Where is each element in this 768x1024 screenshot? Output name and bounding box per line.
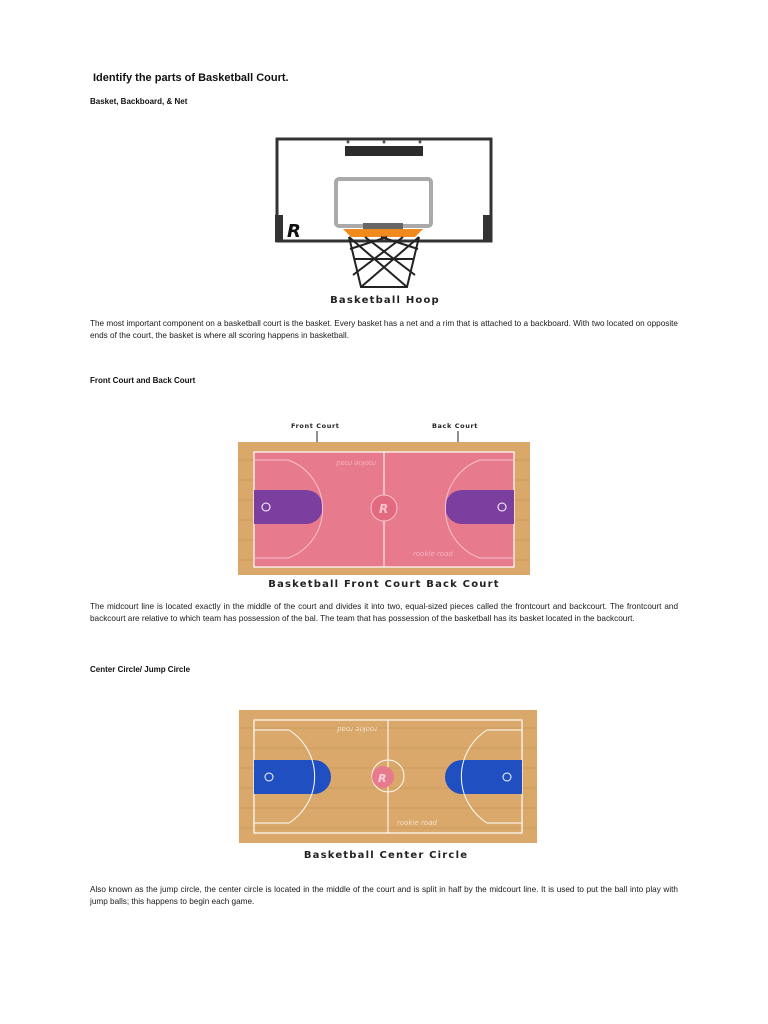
paragraph-center: Also known as the jump circle, the center circle is located in the middle of the court and is split in half by the midcourt line. It is used to put the ball into play with jump balls; this happens to begin each game.	[90, 885, 678, 906]
basketball-hoop-image	[275, 137, 495, 292]
watermark-text: rookie road	[397, 819, 437, 827]
center-circle-court-image	[239, 710, 537, 843]
page-title: Identify the parts of Basketball Court.	[93, 72, 289, 84]
caption-center: Basketball Center Circle	[303, 850, 469, 861]
section-heading-court: Front Court and Back Court	[90, 376, 196, 385]
svg-text:R: R	[379, 502, 389, 516]
caption-hoop: Basketball Hoop	[330, 295, 440, 306]
section-heading-hoop: Basket, Backboard, & Net	[90, 97, 188, 106]
label-front-court: Front Court	[291, 422, 340, 430]
watermark-text-flipped: rookie road	[336, 459, 376, 467]
watermark-text-flipped: rookie road	[337, 725, 377, 733]
watermark-text: rookie road	[413, 550, 453, 558]
svg-text:R: R	[378, 772, 387, 785]
label-back-court: Back Court	[432, 422, 478, 430]
section-heading-center: Center Circle/ Jump Circle	[90, 665, 191, 674]
front-back-court-image	[238, 430, 530, 575]
rookie-logo-icon: R	[287, 221, 301, 242]
caption-court: Basketball Front Court Back Court	[268, 579, 500, 590]
paragraph-court: The midcourt line is located exactly in the middle of the court and divides it into two, equal-sized pieces called the frontcourt and backcourt. The frontcourt and backcourt are relative to which team has possession of the bal. The team that has possession of the basketball has its basket located in the backcourt.	[90, 602, 678, 623]
paragraph-hoop: The most important component on a basketball court is the basket. Every basket has a net and a rim that is attached to a backboard. With two located on opposite ends of the court, the basket is where all scoring happens in basketball.	[90, 319, 678, 340]
